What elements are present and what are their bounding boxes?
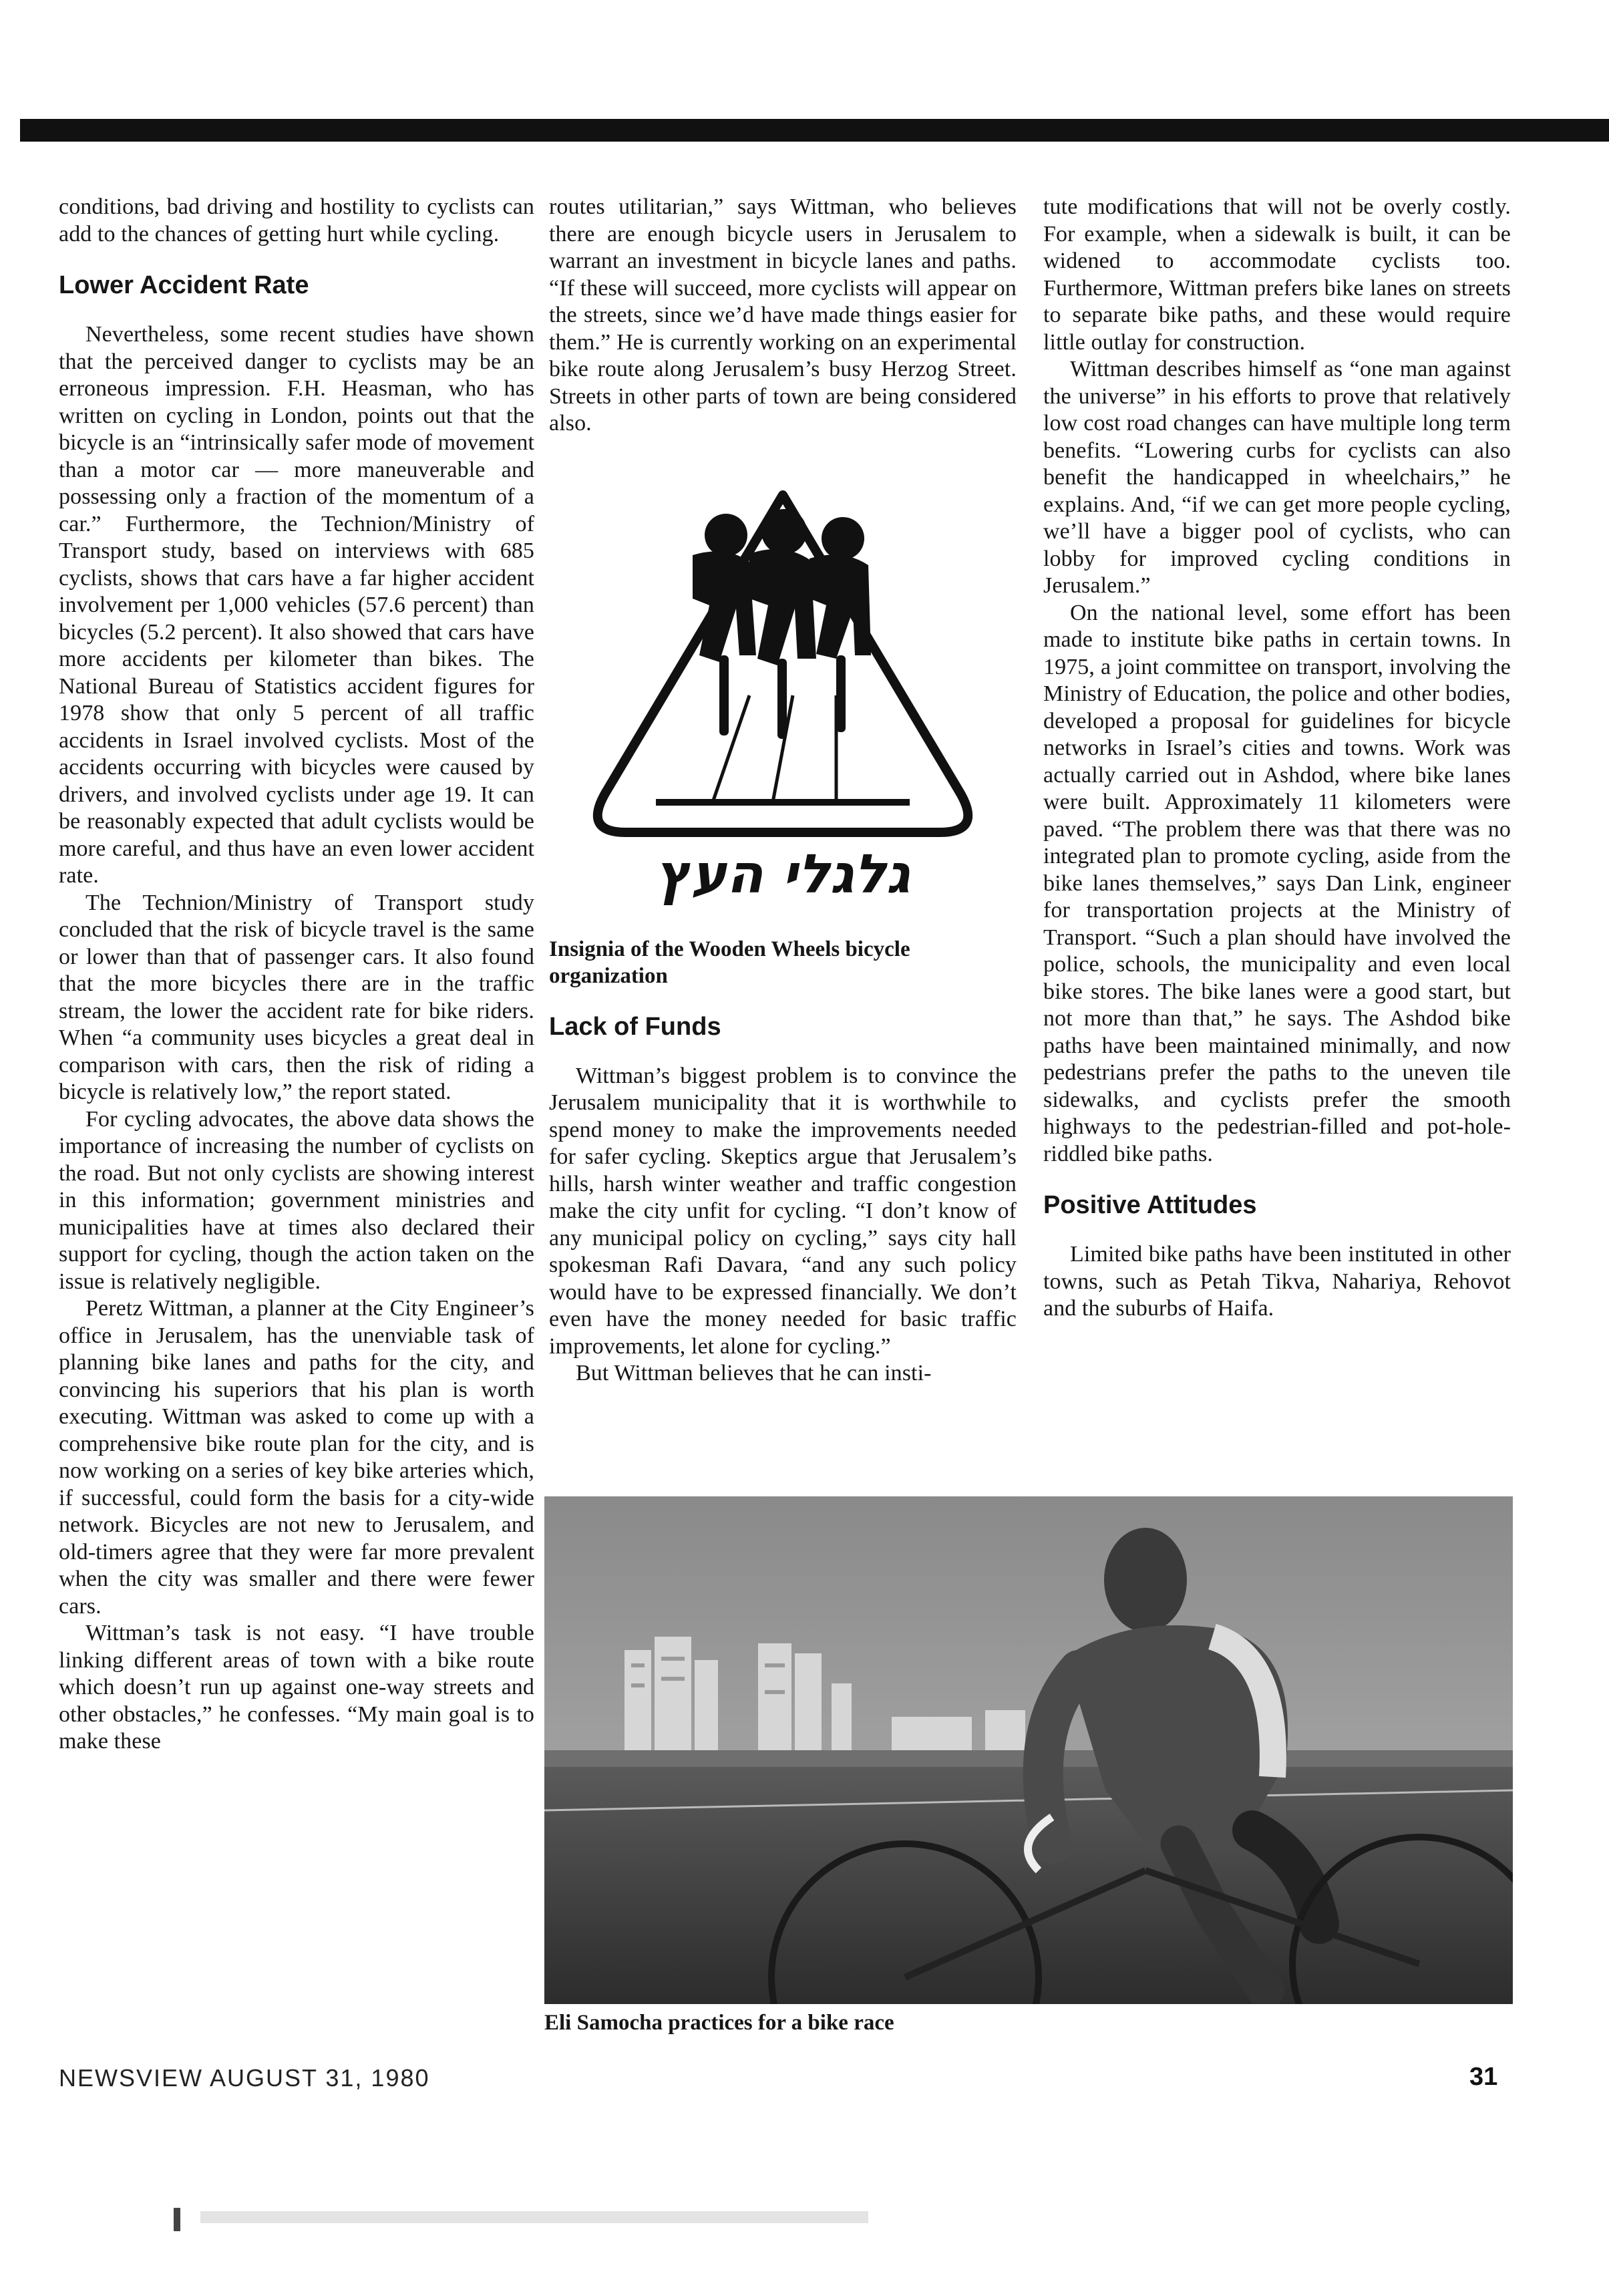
- header-rule: [20, 119, 1609, 142]
- body-paragraph: Wittman describes himself as “one man against the universe” in his efforts to prove that relatively low cost road changes can have multiple long term benefits. “Lowering curbs for cyclists can also benefit the handicapped in wheelchairs,” he explains. And, “if we can get more people cycling, we’ll have a bigger pool of cyclists, who can lobby for improved cycling conditions in Jerusalem.”: [1043, 357, 1511, 598]
- subheading-lower-accident-rate: Lower Accident Rate: [59, 271, 309, 299]
- photo-caption: Eli Samocha practices for a bike race: [544, 2011, 894, 2035]
- page-number: 31: [1469, 2063, 1498, 2091]
- subheading-lack-of-funds: Lack of Funds: [549, 1012, 721, 1041]
- body-paragraph: But Wittman believes that he can insti-: [576, 1361, 932, 1385]
- body-paragraph: Peretz Wittman, a planner at the City Engineer’s office in Jerusalem, has the unenviable task of planning bike lanes and paths for the city, and convincing his superiors that his plan is worth executing. Wittman was asked to come up with a comprehensive bike route plan for the city, and is now working on a series of key bike arteries which, if successful, could form the basis for a city-wide network. Bicycles are not new to Jerusalem, and old-timers agree that they were far more prevalent when the city was smaller and there were fewer cars.: [59, 1296, 534, 1619]
- cyclist-photo-illustration: [544, 1496, 1513, 2004]
- publication-footer: NEWSVIEW AUGUST 31, 1980: [59, 2064, 430, 2092]
- body-paragraph: On the national level, some effort has been made to institute bike paths in certain towns. In 1975, a joint committee on transport, involving the Ministry of Education, the police and other bodies, developed a proposal for guidelines for bicycle networks in Israel’s cities and towns. Work was actually carried out in Ashdod, where bike lanes were built. Approximately 11 kilometers were paved. “The problem there was that there was no integrated plan to promote cycling, aside from the bike lanes themselves,” says Dan Link, engineer for transportation projects at the Ministry of Transport. “Such a plan should have involved the police, schools, the municipality and even local bike stores. The bike lanes were a good start, but not more than that,” he says. The Ashdod bike paths have been maintained minimally, and now pedestrians prefer the paths to the uneven tile sidewalks, and cyclists prefer the smooth highways to the pedestrian-filled and pot-hole-riddled bike paths.: [1043, 600, 1511, 1166]
- subheading-positive-attitudes: Positive Attitudes: [1043, 1191, 1257, 1219]
- wooden-wheels-insignia: [549, 455, 1017, 916]
- article-column-1: [59, 194, 534, 1756]
- scan-artifact: [174, 2204, 908, 2231]
- body-paragraph: Nevertheless, some recent studies have shown that the perceived danger to cyclists may be an erroneous impression. F.H. Heasman, who has written on cycling in London, points out that the bicycle is an “intrinsically safer mode of movement than a motor car — more maneuverable and possessing only a fraction of the momentum of a car.” Furthermore, the Technion/Ministry of Transport study, based on interviews with 685 cyclists, shows that cars have a far higher accident involvement per 1,000 vehicles (57.6 percent) than bicycles (5.2 percent). It also showed that cars have more accidents per kilometer than bikes. The National Bureau of Statistics accident figures for 1978 show that only 5 percent of all traffic accidents in Israel involved cyclists. Most of the accidents occurring with bicycles were caused by drivers, and involved cyclists under age 19. It can be reasonably expected that adult cyclists would be more careful, and thus have an even lower accident rate.: [59, 322, 534, 888]
- article-column-2: [549, 194, 1017, 1387]
- insignia-hebrew-text: גלגלי העץ: [655, 842, 910, 905]
- body-paragraph: tute modifications that will not be overly costly. For example, when a sidewalk is built, it can be widened to accommodate cyclists too. Furthermore, Wittman prefers bike lanes on streets to separate bike paths, and these would require little outlay for construction.: [1043, 194, 1511, 355]
- body-paragraph: routes utilitarian,” says Wittman, who believes there are enough bicycle users in Jerusalem to warrant an investment in bicycle lanes and paths. “If these will succeed, more cyclists will appear on the streets, since we’d have made things easier for them.” He is currently working on an experimental bike route along Jerusalem’s busy Herzog Street. Streets in other parts of town are being considered also.: [549, 194, 1017, 436]
- article-column-3: [1043, 194, 1511, 1323]
- insignia-caption: Insignia of the Wooden Wheels bicycle organization: [549, 937, 910, 988]
- body-paragraph: Wittman’s task is not easy. “I have trouble linking different areas of town with a bike route which doesn’t run up against one-way streets and other obstacles,” he confesses. “My main goal is to make these: [59, 1621, 534, 1754]
- body-paragraph: conditions, bad driving and hostility to cyclists can add to the chances of getting hurt while cycling.: [59, 194, 534, 247]
- cyclist-photo: [544, 1496, 1513, 2004]
- body-paragraph: Wittman’s biggest problem is to convince the Jerusalem municipality that it is worthwhile to spend money to make the improvements needed for safer cycling. Skeptics argue that Jerusalem’s hills, harsh winter weather and traffic congestion make the city unfit for cycling. “I don’t know of any municipal policy on cycling,” says city hall spokesman Rafi Davara, “and any such policy would have to be expressed financially. We don’t even have the money needed for basic traffic improvements, let alone for cycling.”: [549, 1063, 1017, 1359]
- body-paragraph: For cycling advocates, the above data shows the importance of increasing the number of cyclists on the road. But not only cyclists are showing interest in this information; government ministries and municipalities have at times also declared their support for cycling, though the action taken on the issue is relatively negligible.: [59, 1106, 534, 1294]
- body-paragraph: The Technion/Ministry of Transport study concluded that the risk of bicycle travel is the same or lower than that of passenger cars. It also found that the more bicycles there are in the traffic stream, the lower the accident rate for bike riders. When “a community uses bicycles a great deal in comparison with cars, then the risk of riding a bicycle is relatively low,” the report stated.: [59, 890, 534, 1104]
- body-paragraph: Limited bike paths have been instituted in other towns, such as Petah Tikva, Nahariya, Rehovot and the suburbs of Haifa.: [1043, 1242, 1511, 1321]
